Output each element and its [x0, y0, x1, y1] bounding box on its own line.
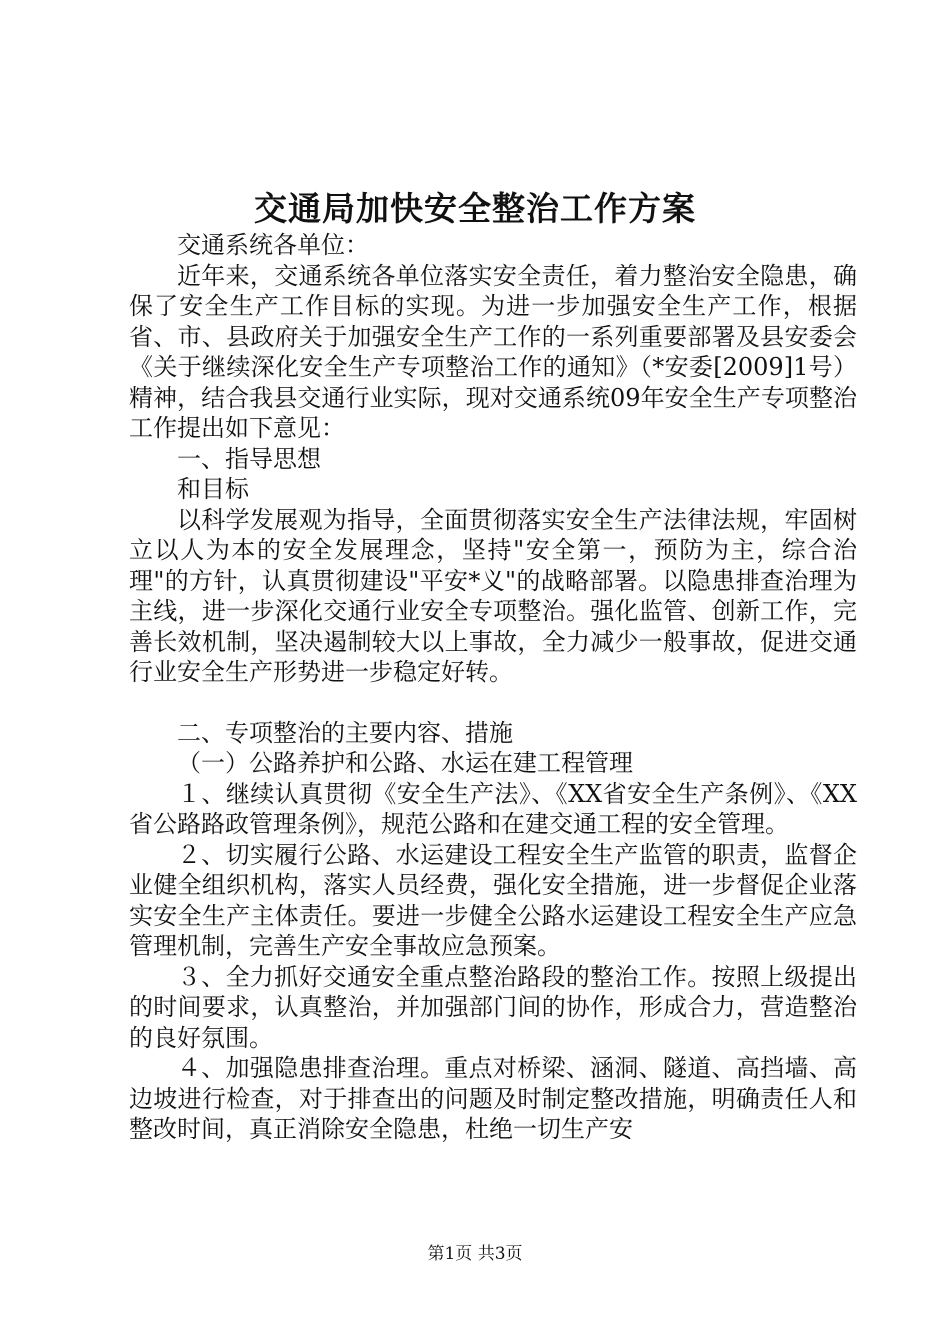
document-body: [129, 230, 857, 1145]
list-item-1: １、继续认真贯彻《安全生产法》、《XX省安全生产条例》、《XX省公路路政管理条例》，规范公路和在建交通工程的安全管理。: [129, 779, 857, 838]
guiding-paragraph: 以科学发展观为指导，全面贯彻落实安全生产法律法规，牢固树立以人为本的安全发展理念，坚持"安全第一，预防为主，综合治理"的方针，认真贯彻建设"平安*义"的战略部署。以隐患排查治理为主线，进一步深化交通行业安全专项整治。强化监管、创新工作，完善长效机制，坚决遏制较大以上事故，全力减少一般事故，促进交通行业安全生产形势进一步稳定好转。: [129, 505, 857, 686]
section-heading-2: 二、专项整治的主要内容、措施: [177, 718, 513, 747]
salutation: 交通系统各单位：: [177, 231, 369, 259]
page-number: 第1页 共3页: [427, 1244, 523, 1264]
subsection-heading-1: （一）公路养护和公路、水运在建工程管理: [177, 749, 633, 777]
list-item-3: ３、全力抓好交通安全重点整治路段的整治工作。按照上级提出的时间要求，认真整治，并加强部门间的协作，形成合力，营造整治的良好氛围。: [129, 962, 857, 1052]
intro-paragraph: 近年来，交通系统各单位落实安全责任，着力整治安全隐患，确保了安全生产工作目标的实现。为进一步加强安全生产工作，根据省、市、县政府关于加强安全生产工作的一系列重要部署及县安委会《关于继续深化安全生产专项整治工作的通知》（*安委[2009]1号）精神，结合我县交通行业实际，现对交通系统09年安全生产专项整治工作提出如下意见：: [129, 261, 857, 442]
section-heading-1: 一、指导思想: [177, 444, 321, 473]
list-item-4: ４、加强隐患排查治理。重点对桥梁、涵洞、隧道、高挡墙、高边坡进行检查，对于排查出的问题及时制定整改措施，明确责任人和整改时间，真正消除安全隐患，杜绝一切生产安: [129, 1054, 857, 1143]
section-heading-1-continued: 和目标: [177, 475, 249, 503]
document-title: 交通局加快安全整治工作方案: [254, 189, 696, 228]
list-item-2: ２、切实履行公路、水运建设工程安全生产监管的职责，监督企业健全组织机构，落实人员经费，强化安全措施，进一步督促企业落实安全生产主体责任。要进一步健全公路水运建设工程安全生产应急管理机制，完善生产安全事故应急预案。: [129, 840, 857, 960]
